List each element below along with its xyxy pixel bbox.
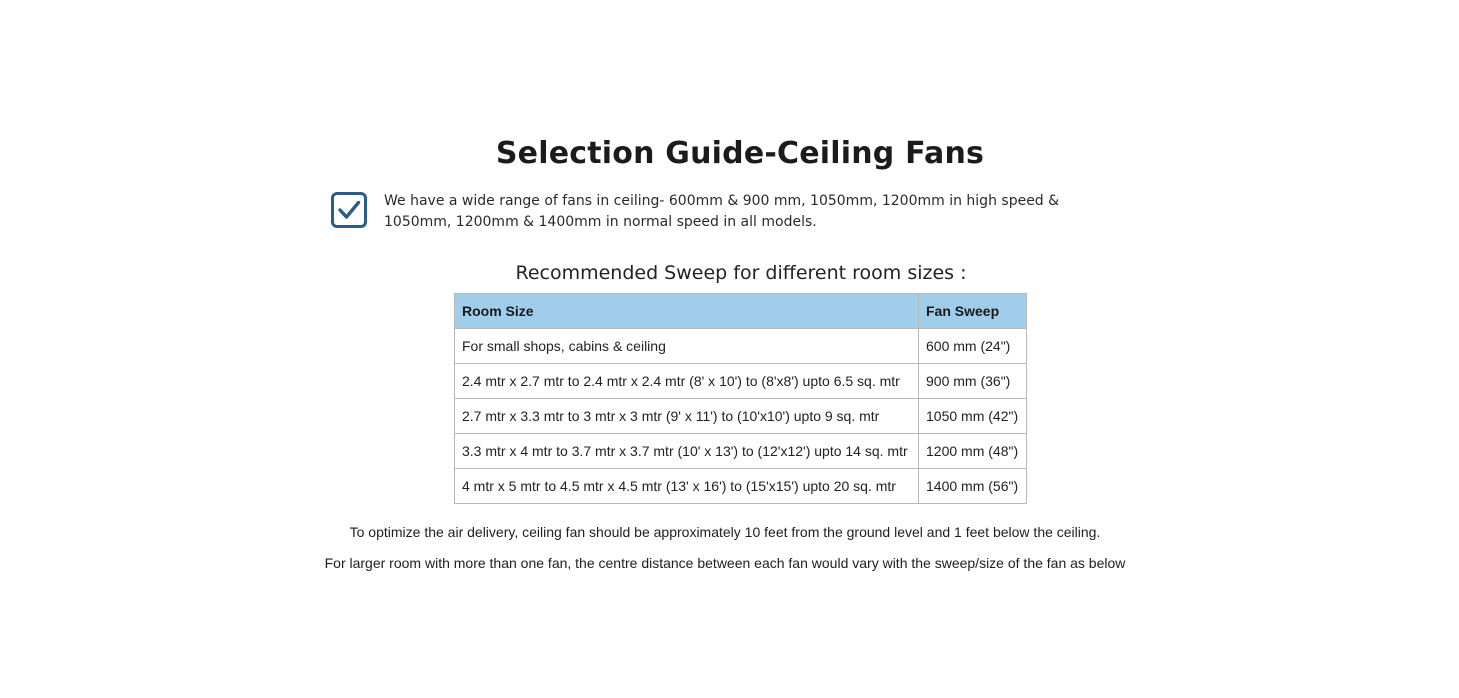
- page-title: Selection Guide-Ceiling Fans: [495, 136, 985, 171]
- room-size-cell: For small shops, cabins & ceiling: [455, 329, 919, 364]
- table-header-row: [455, 294, 1027, 329]
- fan-sweep-cell: 1400 mm (56"): [919, 469, 1027, 504]
- table-row: [455, 434, 1027, 469]
- intro-block: [331, 191, 1121, 233]
- table-row: [455, 399, 1027, 434]
- table-caption: Recommended Sweep for different room sizes :: [515, 262, 967, 284]
- checkbox-checked-icon: [331, 192, 367, 228]
- header-fan-sweep: Fan Sweep: [919, 294, 1027, 329]
- room-size-cell: 2.7 mtr x 3.3 mtr to 3 mtr x 3 mtr (9' x 11') to (10'x10') upto 9 sq. mtr: [455, 399, 919, 434]
- sweep-table: [454, 293, 1027, 504]
- table-row: [455, 469, 1027, 504]
- fan-sweep-cell: 1200 mm (48"): [919, 434, 1027, 469]
- fan-sweep-cell: 1050 mm (42"): [919, 399, 1027, 434]
- room-size-cell: 3.3 mtr x 4 mtr to 3.7 mtr x 3.7 mtr (10' x 13') to (12'x12') upto 14 sq. mtr: [455, 434, 919, 469]
- room-size-cell: 4 mtr x 5 mtr to 4.5 mtr x 4.5 mtr (13' x 16') to (15'x15') upto 20 sq. mtr: [455, 469, 919, 504]
- intro-text: We have a wide range of fans in ceiling- 600mm & 900 mm, 1050mm, 1200mm in high speed & 1050mm, 1200mm & 1400mm in normal speed in all models.: [384, 193, 1060, 230]
- table-row: [455, 364, 1027, 399]
- table-row: [455, 329, 1027, 364]
- note-air-delivery: To optimize the air delivery, ceiling fan should be approximately 10 feet from the ground level and 1 feet below the ceiling.: [349, 524, 1101, 540]
- note-larger-room: For larger room with more than one fan, the centre distance between each fan would vary with the sweep/size of the fan as below: [324, 555, 1126, 571]
- room-size-cell: 2.4 mtr x 2.7 mtr to 2.4 mtr x 2.4 mtr (8' x 10') to (8'x8') upto 6.5 sq. mtr: [455, 364, 919, 399]
- header-room-size: Room Size: [455, 294, 919, 329]
- fan-sweep-cell: 900 mm (36"): [919, 364, 1027, 399]
- fan-sweep-cell: 600 mm (24"): [919, 329, 1027, 364]
